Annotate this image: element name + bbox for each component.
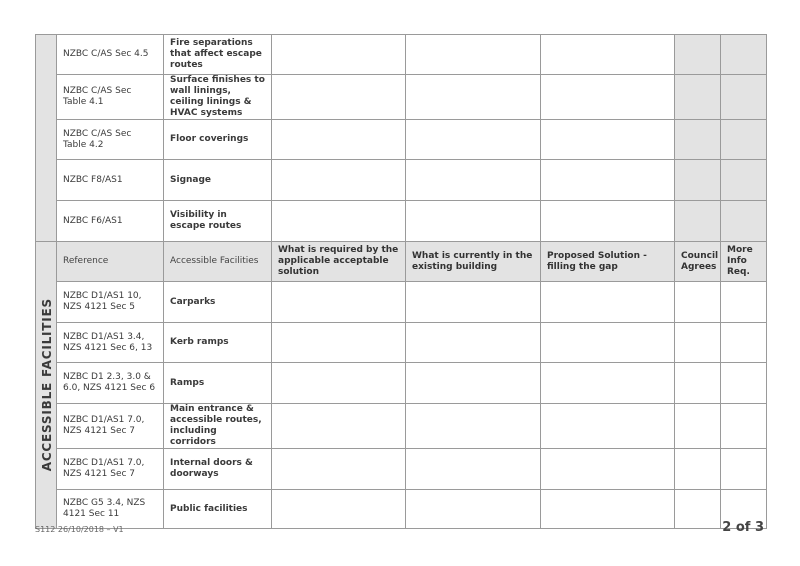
proposed-cell[interactable] <box>541 35 675 75</box>
council-cell[interactable] <box>675 404 721 449</box>
proposed-cell[interactable] <box>541 449 675 490</box>
required-cell[interactable] <box>272 490 406 529</box>
table-row <box>36 490 767 529</box>
header-item: Accessible Facilities <box>164 242 272 282</box>
header-more-info: More Info Req. <box>721 242 767 282</box>
header-council: Council Agrees <box>675 242 721 282</box>
more-info-cell[interactable] <box>721 160 767 201</box>
current-cell[interactable] <box>406 404 541 449</box>
proposed-cell[interactable] <box>541 490 675 529</box>
required-cell[interactable] <box>272 201 406 242</box>
reference-cell: NZBC D1/AS1 3.4, NZS 4121 Sec 6, 13 <box>57 323 164 363</box>
header-reference: Reference <box>57 242 164 282</box>
current-cell[interactable] <box>406 282 541 323</box>
proposed-cell[interactable] <box>541 120 675 160</box>
required-cell[interactable] <box>272 35 406 75</box>
council-cell[interactable] <box>675 490 721 529</box>
header-required: What is required by the applicable acceptable solution <box>272 242 406 282</box>
proposed-cell[interactable] <box>541 75 675 120</box>
section-side-band <box>36 35 57 242</box>
current-cell[interactable] <box>406 323 541 363</box>
accessible-header-row <box>36 242 767 282</box>
more-info-cell[interactable] <box>721 282 767 323</box>
council-cell[interactable] <box>675 75 721 120</box>
item-cell: Ramps <box>164 363 272 404</box>
item-cell: Carparks <box>164 282 272 323</box>
table-row <box>36 404 767 449</box>
reference-cell: NZBC F6/AS1 <box>57 201 164 242</box>
reference-cell: NZBC G5 3.4, NZS 4121 Sec 11 <box>57 490 164 529</box>
required-cell[interactable] <box>272 120 406 160</box>
table-row <box>36 35 767 75</box>
reference-cell: NZBC D1/AS1 10, NZS 4121 Sec 5 <box>57 282 164 323</box>
proposed-cell[interactable] <box>541 160 675 201</box>
reference-cell: NZBC C/AS Sec 4.5 <box>57 35 164 75</box>
more-info-cell[interactable] <box>721 201 767 242</box>
reference-cell: NZBC D1 2.3, 3.0 & 6.0, NZS 4121 Sec 6 <box>57 363 164 404</box>
table-row <box>36 160 767 201</box>
required-cell[interactable] <box>272 160 406 201</box>
item-cell: Visibility in escape routes <box>164 201 272 242</box>
council-cell[interactable] <box>675 323 721 363</box>
current-cell[interactable] <box>406 160 541 201</box>
proposed-cell[interactable] <box>541 363 675 404</box>
current-cell[interactable] <box>406 201 541 242</box>
table-row <box>36 363 767 404</box>
item-cell: Signage <box>164 160 272 201</box>
item-cell: Kerb ramps <box>164 323 272 363</box>
current-cell[interactable] <box>406 490 541 529</box>
table-row <box>36 323 767 363</box>
more-info-cell[interactable] <box>721 323 767 363</box>
required-cell[interactable] <box>272 449 406 490</box>
reference-cell: NZBC C/AS Sec Table 4.1 <box>57 75 164 120</box>
proposed-cell[interactable] <box>541 404 675 449</box>
current-cell[interactable] <box>406 363 541 404</box>
council-cell[interactable] <box>675 449 721 490</box>
header-proposed: Proposed Solution - filling the gap <box>541 242 675 282</box>
item-cell: Public facilities <box>164 490 272 529</box>
reference-cell: NZBC C/AS Sec Table 4.2 <box>57 120 164 160</box>
table-row <box>36 449 767 490</box>
current-cell[interactable] <box>406 120 541 160</box>
table-row <box>36 201 767 242</box>
page-number: 2 of 3 <box>722 520 764 535</box>
required-cell[interactable] <box>272 282 406 323</box>
reference-cell: NZBC D1/AS1 7.0, NZS 4121 Sec 7 <box>57 449 164 490</box>
item-cell: Floor coverings <box>164 120 272 160</box>
council-cell[interactable] <box>675 363 721 404</box>
header-current: What is currently in the existing building <box>406 242 541 282</box>
proposed-cell[interactable] <box>541 323 675 363</box>
council-cell[interactable] <box>675 35 721 75</box>
section-title: ACCESSIBLE FACILITIES <box>40 298 54 472</box>
form-code: S112 26/10/2018 – V1 <box>35 525 124 534</box>
required-cell[interactable] <box>272 323 406 363</box>
table-row <box>36 75 767 120</box>
proposed-cell[interactable] <box>541 282 675 323</box>
reference-cell: NZBC D1/AS1 7.0, NZS 4121 Sec 7 <box>57 404 164 449</box>
item-cell: Internal doors & doorways <box>164 449 272 490</box>
more-info-cell[interactable] <box>721 363 767 404</box>
item-cell: Fire separations that affect escape routes <box>164 35 272 75</box>
current-cell[interactable] <box>406 35 541 75</box>
table-row <box>36 120 767 160</box>
item-cell: Main entrance & accessible routes, including corridors <box>164 404 272 449</box>
more-info-cell[interactable] <box>721 75 767 120</box>
council-cell[interactable] <box>675 120 721 160</box>
more-info-cell[interactable] <box>721 120 767 160</box>
council-cell[interactable] <box>675 201 721 242</box>
required-cell[interactable] <box>272 363 406 404</box>
current-cell[interactable] <box>406 449 541 490</box>
more-info-cell[interactable] <box>721 449 767 490</box>
reference-cell: NZBC F8/AS1 <box>57 160 164 201</box>
more-info-cell[interactable] <box>721 404 767 449</box>
proposed-cell[interactable] <box>541 201 675 242</box>
council-cell[interactable] <box>675 282 721 323</box>
council-cell[interactable] <box>675 160 721 201</box>
more-info-cell[interactable] <box>721 35 767 75</box>
current-cell[interactable] <box>406 75 541 120</box>
required-cell[interactable] <box>272 75 406 120</box>
accessible-section-band <box>36 242 57 529</box>
required-cell[interactable] <box>272 404 406 449</box>
item-cell: Surface finishes to wall linings, ceiling linings & HVAC systems <box>164 75 272 120</box>
assessment-table <box>35 34 767 529</box>
table-row <box>36 282 767 323</box>
